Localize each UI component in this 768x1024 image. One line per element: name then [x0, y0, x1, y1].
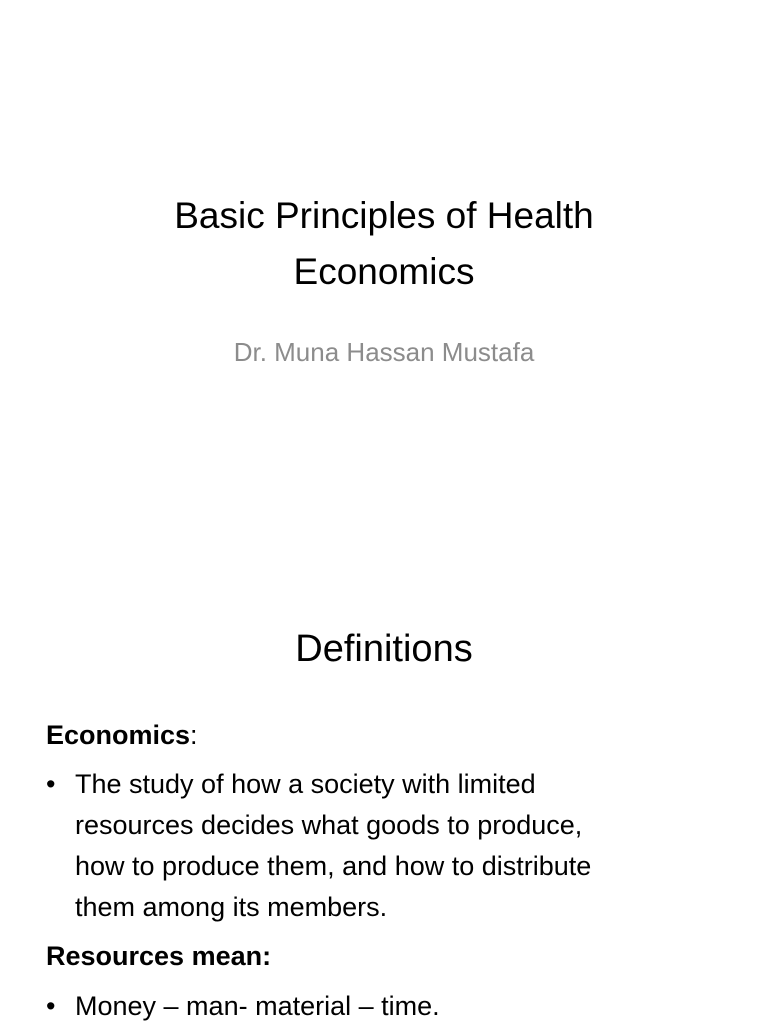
- definitions-title: Definitions: [295, 628, 473, 670]
- resources-heading: Resources mean:: [46, 941, 272, 971]
- slide-title: [0, 188, 768, 300]
- slide-subtitle-author: Dr. Muna Hassan Mustafa: [233, 337, 535, 367]
- economics-definition-text: [75, 764, 736, 928]
- bullet-icon: •: [46, 769, 56, 799]
- slide-title-line-2: Economics: [293, 251, 475, 292]
- economics-colon: :: [190, 720, 198, 750]
- economics-definition-line-1: The study of how a society with limited: [75, 769, 536, 799]
- economics-definition-line-4: them among its members.: [75, 892, 388, 922]
- slide-title-line-1: Basic Principles of Health: [174, 195, 594, 236]
- economics-definition-line-3: how to produce them, and how to distribute: [75, 851, 592, 881]
- resources-bullet: [46, 986, 736, 1024]
- economics-term: Economics: [46, 720, 191, 750]
- resources-bullet-text: Money – man- material – time.: [75, 991, 440, 1021]
- economics-definition-bullet: [46, 764, 736, 928]
- bullet-icon: •: [46, 991, 56, 1021]
- economics-heading: [46, 715, 736, 756]
- economics-definition-line-2: resources decides what goods to produce,: [75, 810, 583, 840]
- definitions-slide: [0, 576, 768, 1024]
